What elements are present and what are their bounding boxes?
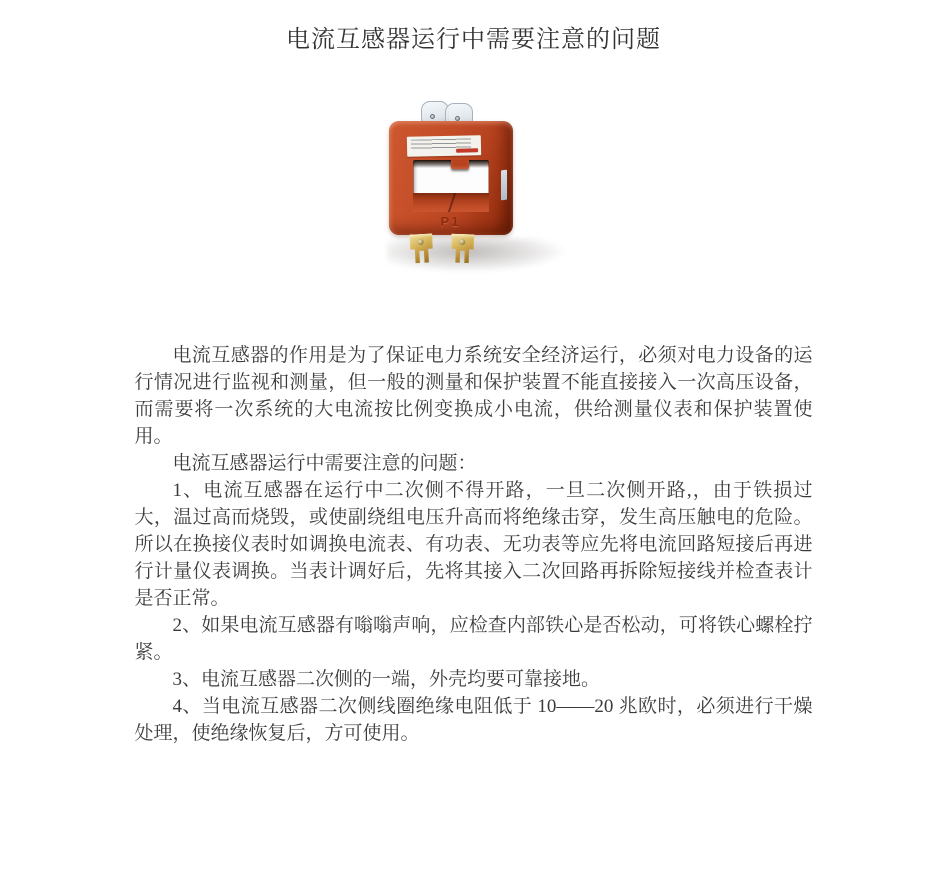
terminal-screw-hole-right	[459, 239, 465, 245]
sill-seam-line	[447, 193, 455, 212]
paragraph-item-1: 1、电流互感器在运行中二次侧不得开路，一旦二次侧开路,，由于铁损过大，温过高而烧毁，或使副绕组电压升高而将绝缘击穿，发生高压触电的危险。所以在换接仪表时如调换电流表、有功表、无功表等应先将电流回路短接后再进行计量仪表调换。当表计调好后，先将其接入二次回路再拆除短接线并检查表计是否正常。	[134, 480, 813, 609]
window-notch-tab	[451, 160, 469, 169]
paragraph-item-2: 2、如果电流互感器有嗡嗡声响，应检查内部铁心是否松动，可将铁心螺栓拧紧。	[134, 615, 813, 663]
side-label	[501, 170, 507, 201]
paragraph-item-3: 3、电流互感器二次侧的一端，外壳均要可靠接地。	[172, 669, 601, 690]
brand-mark	[456, 148, 478, 152]
p1-marking: P1	[440, 214, 461, 229]
core-window-opening	[413, 160, 489, 212]
paragraph-heading: 电流互感器运行中需要注意的问题：	[172, 453, 477, 474]
page-title: 电流互感器运行中需要注意的问题	[286, 27, 661, 53]
transformer-body	[389, 121, 513, 235]
window-bottom-sill	[413, 193, 489, 212]
cover-screw-left	[430, 114, 435, 119]
current-transformer-image	[359, 88, 589, 278]
paragraph-intro: 电流互感器的作用是为了保证电力系统安全经济运行，必须对电力设备的运行情况进行监视和测量，但一般的测量和保护装置不能直接接入一次高压设备，而需要将一次系统的大电流按比例变换成小电流，供给测量仪表和保护装置使用。	[134, 345, 813, 447]
paragraph-item-4: 4、当电流互感器二次侧线圈绝缘电阻低于 10——20 兆欧时，必须进行干燥处理，使绝缘恢复后，方可使用。	[134, 696, 813, 744]
rating-label	[406, 135, 480, 157]
terminal-screw-hole-left	[417, 239, 423, 245]
article-body	[135, 342, 813, 747]
